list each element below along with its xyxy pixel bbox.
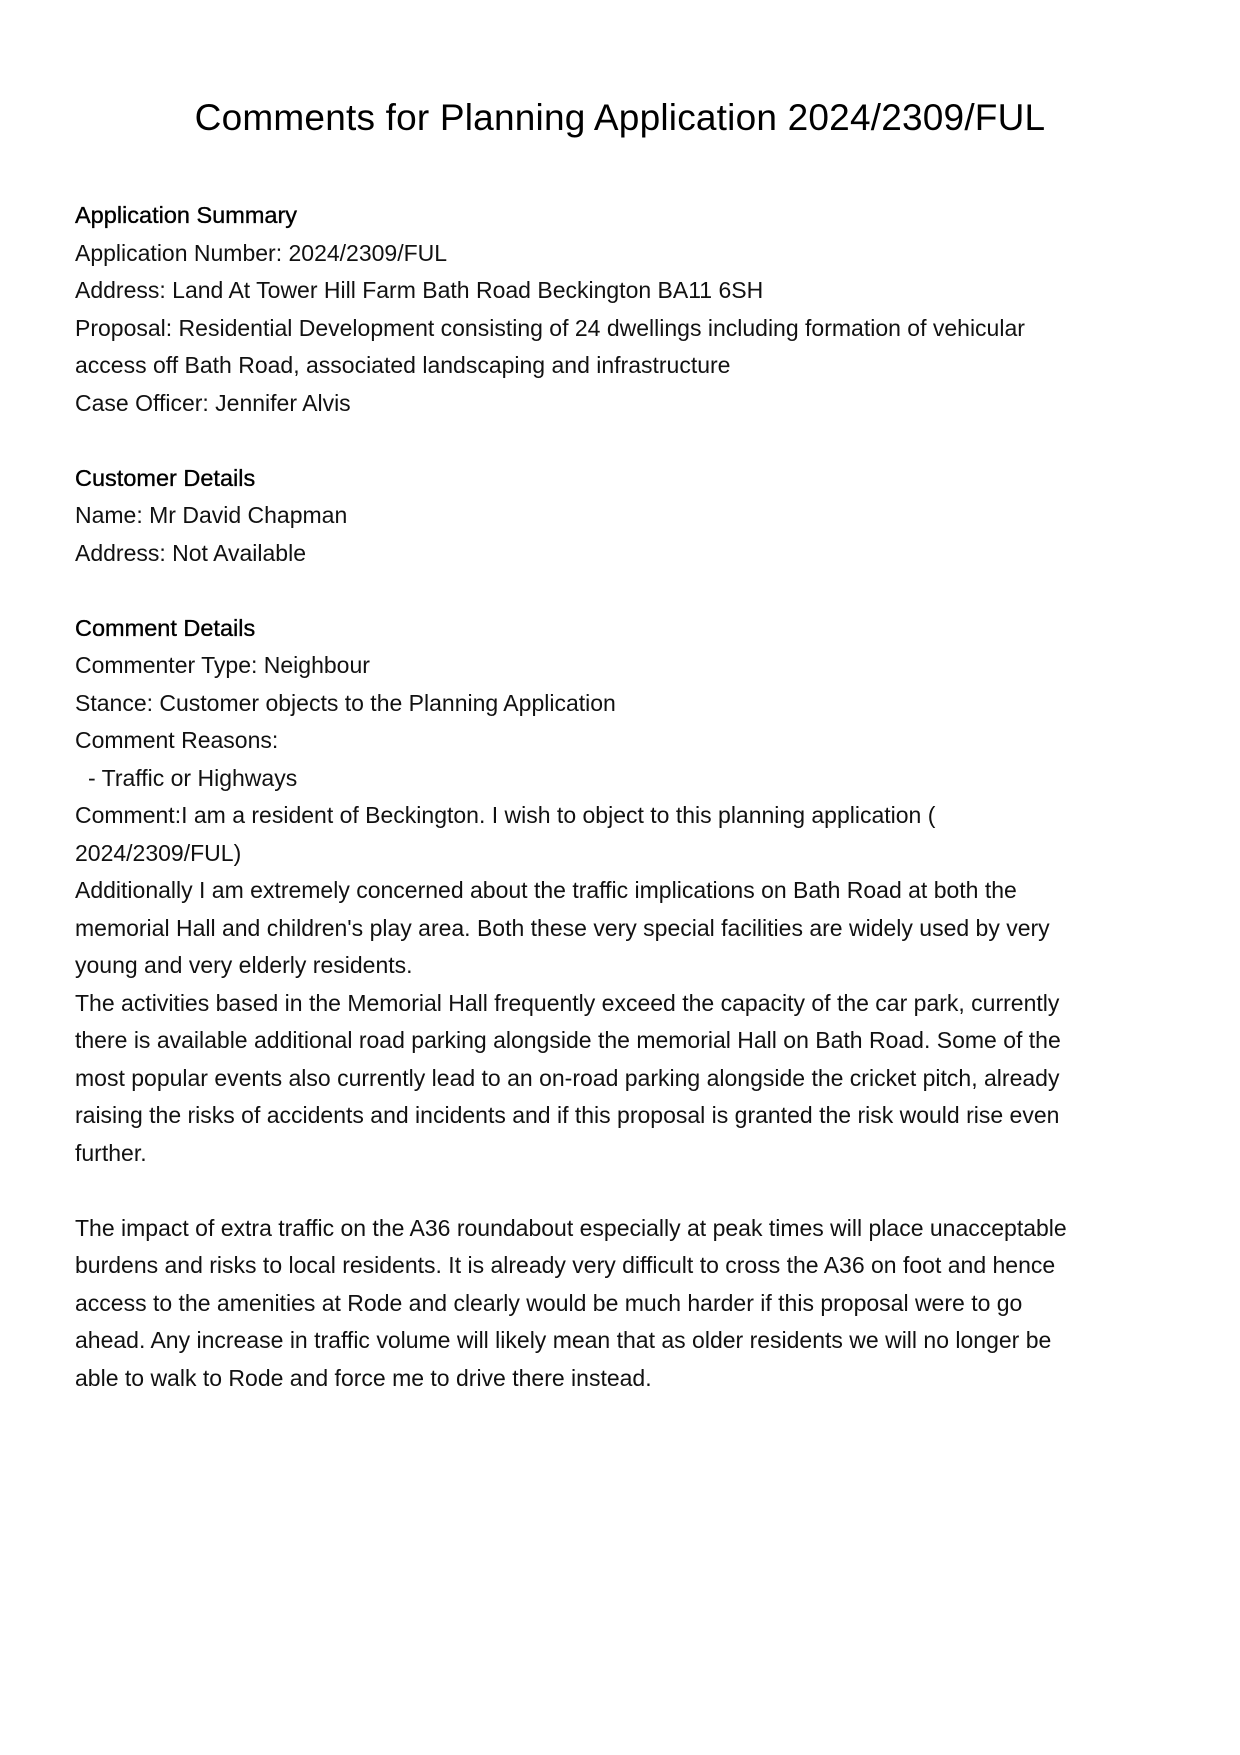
comment-line: memorial Hall and children's play area. Both these very special facilities are widely used by very (75, 914, 1050, 941)
comment-line: The activities based in the Memorial Hall frequently exceed the capacity of the car park, currently (75, 989, 1060, 1016)
customer-details-heading: Customer Details (75, 464, 256, 491)
section-spacer (75, 422, 1175, 460)
comment-text-part-1 (75, 797, 1175, 1172)
comment-line: 2024/2309/FUL) (75, 839, 242, 866)
proposal-line-1: Proposal: Residential Development consisting of 24 dwellings including formation of vehicular (75, 314, 1025, 341)
comment-reason-item: - Traffic or Highways (88, 764, 298, 791)
customer-address: Address: Not Available (75, 539, 306, 566)
application-summary-heading: Application Summary (75, 202, 298, 228)
stance: Stance: Customer objects to the Planning Application (75, 689, 616, 716)
customer-name: Name: Mr David Chapman (75, 502, 348, 528)
comment-details-section (75, 610, 1175, 1398)
comment-line: Additionally I am extremely concerned about the traffic implications on Bath Road at both the (75, 877, 1017, 903)
comment-line: access to the amenities at Rode and clearly would be much harder if this proposal were to go (75, 1289, 1023, 1316)
comment-line: Comment:I am a resident of Beckington. I wish to object to this planning application ( (75, 802, 936, 828)
application-summary-section (75, 197, 1175, 422)
page-title: Comments for Planning Application 2024/2309/FUL (194, 97, 1046, 138)
comment-details-heading: Comment Details (75, 614, 256, 641)
application-number: Application Number: 2024/2309/FUL (75, 239, 448, 266)
customer-details-section (75, 460, 1175, 573)
comment-line: burdens and risks to local residents. It is already very difficult to cross the A36 on foot and hence (75, 1252, 1056, 1278)
comment-line: The impact of extra traffic on the A36 roundabout especially at peak times will place unacceptable (75, 1214, 1067, 1241)
comment-line: there is available additional road parking alongside the memorial Hall on Bath Road. Some of the (75, 1027, 1061, 1053)
comment-line: most popular events also currently lead to an on-road parking alongside the cricket pitch, already (75, 1064, 1060, 1091)
comment-line: ahead. Any increase in traffic volume will likely mean that as older residents we will no longer be (75, 1327, 1052, 1353)
paragraph-spacer (75, 1172, 1175, 1210)
comment-line: able to walk to Rode and force me to drive there instead. (75, 1364, 652, 1391)
case-officer: Case Officer: Jennifer Alvis (75, 389, 351, 416)
proposal-line-2: access off Bath Road, associated landscaping and infrastructure (75, 352, 731, 378)
application-address: Address: Land At Tower Hill Farm Bath Road Beckington BA11 6SH (75, 277, 764, 303)
comment-reasons-label: Comment Reasons: (75, 727, 279, 753)
document-body (75, 197, 1175, 1397)
section-spacer (75, 572, 1175, 610)
comment-line: further. (75, 1139, 147, 1166)
comment-line: young and very elderly residents. (75, 952, 413, 978)
comment-text-part-2 (75, 1210, 1175, 1398)
comment-line: raising the risks of accidents and incidents and if this proposal is granted the risk would rise even (75, 1102, 1060, 1128)
commenter-type: Commenter Type: Neighbour (75, 652, 370, 678)
